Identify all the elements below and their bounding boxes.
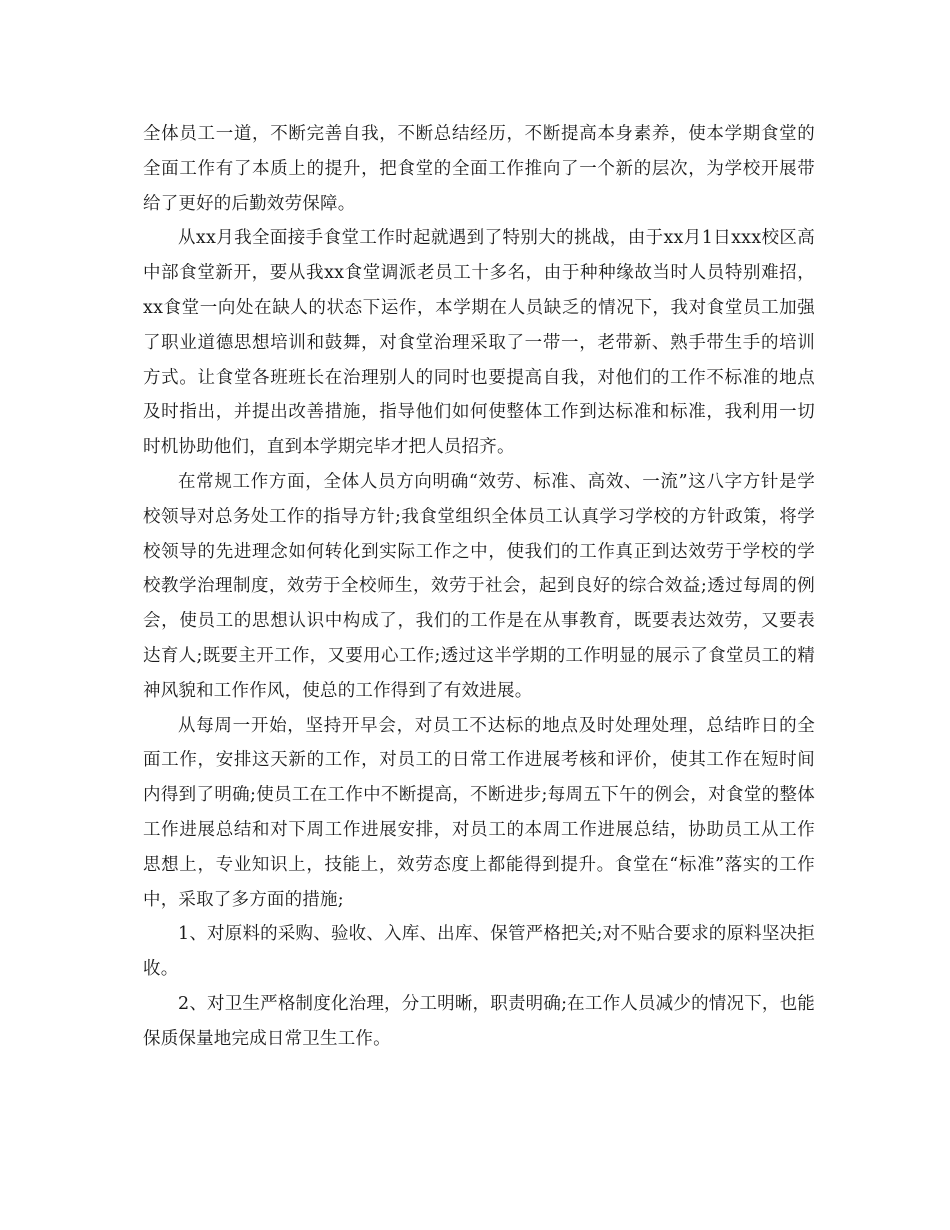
paragraph-2: 从xx月我全面接手食堂工作时起就遇到了特别大的挑战，由于xx月1日xxx校区高中部食堂新开，要从我xx食堂调派老员工十多名，由于种种缘故当时人员特别难招，xx食堂一向处在缺人的状态下运作，本学期在人员缺乏的情况下，我对食堂员工加强了职业道德思想培训和鼓舞，对食堂治理采取了一带一，老带新、熟手带生手的培训方式。让食堂各班班长在治理别人的同时也要提高自我，对他们的工作不标准的地点及时指出，并提出改善措施，指导他们如何使整体工作到达标准和标准，我利用一切时机协助他们，直到本学期完毕才把人员招齐。 [143,228,815,458]
paragraph-5: 1、对原料的采购、验收、入库、出库、保管严格把关;对不贴合要求的原料坚决拒收。 [143,924,815,980]
paragraph-6: 2、对卫生严格制度化治理，分工明晰，职责明确;在工作人员减少的情况下，也能保质保量地完成日常卫生工作。 [143,993,815,1049]
paragraph-1: 全体员工一道，不断完善自我，不断总结经历，不断提高本身素养，使本学期食堂的全面工作有了本质上的提升，把食堂的全面工作推向了一个新的层次，为学校开展带给了更好的后勤效劳保障。 [143,124,815,214]
paragraph-3: 在常规工作方面，全体人员方向明确“效劳、标准、高效、一流”这八字方针是学校领导对总务处工作的指导方针;我食堂组织全体员工认真学习学校的方针政策，将学校领导的先进理念如何转化到实际工作之中，使我们的工作真正到达效劳于学校的学校教学治理制度，效劳于全校师生，效劳于社会，起到良好的综合效益;透过每周的例会，使员工的思想认识中构成了，我们的工作是在从事教育，既要表达效劳，又要表达育人;既要主开工作，又要用心工作;透过这半学期的工作明显的展示了食堂员工的精神风貌和工作作风，使总的工作得到了有效进展。 [143,471,815,701]
document-body [143,117,815,1057]
paragraph-4: 从每周一开始，坚持开早会，对员工不达标的地点及时处理处理，总结昨日的全面工作，安排这天新的工作，对员工的日常工作进展考核和评价，使其工作在短时间内得到了明确;使员工在工作中不断提高，不断进步;每周五下午的例会，对食堂的整体工作进展总结和对下周工作进展安排，对员工的本周工作进展总结，协助员工从工作思想上，专业知识上，技能上，效劳态度上都能得到提升。食堂在“标准”落实的工作中，采取了多方面的措施; [143,715,815,910]
